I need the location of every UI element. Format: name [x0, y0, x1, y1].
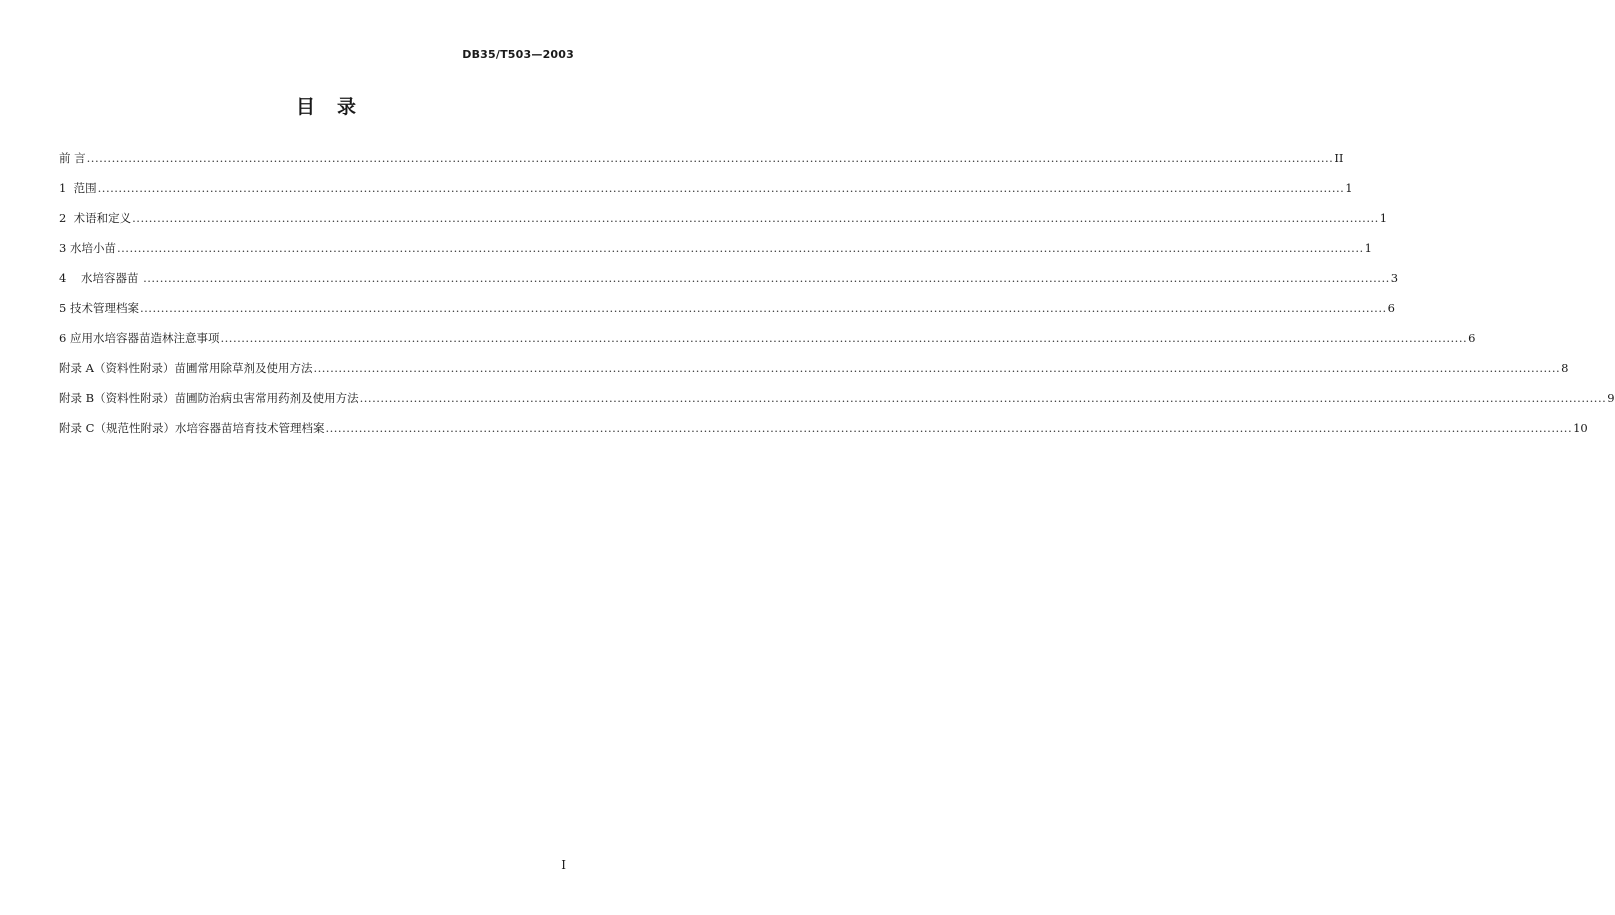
toc-entry-container-seedlings[interactable]	[59, 270, 1399, 300]
toc-entry-label: 6 应用水培容器苗造林注意事项	[59, 331, 220, 345]
leader-dots: ............................................................................................................................................................................................................................................................................................................	[359, 391, 1607, 405]
table-of-contents	[59, 150, 1615, 450]
toc-entry-afforestation-notes[interactable]	[59, 330, 1476, 360]
toc-entry-label: 1 范围	[59, 181, 97, 195]
toc-entry-label: 附录 A（资料性附录）苗圃常用除草剂及使用方法	[59, 361, 313, 375]
toc-entry-page: 8	[1561, 361, 1569, 375]
toc-entry-page: II	[1334, 151, 1344, 165]
toc-entry-hydroponic-seedlings[interactable]	[59, 240, 1372, 270]
toc-entry-label: 前 言	[59, 151, 86, 165]
toc-entry-label: 4 水培容器苗	[59, 271, 143, 285]
toc-entry-label: 附录 C（规范性附录）水培容器苗培育技术管理档案	[59, 421, 325, 435]
toc-entry-scope[interactable]	[59, 180, 1353, 210]
toc-entry-page: 10	[1573, 421, 1588, 435]
toc-entry-appendix-b[interactable]	[59, 390, 1615, 420]
leader-dots: ............................................................................................................................................................................................................................................................................................................	[313, 361, 1561, 375]
toc-entry-page: 9	[1607, 391, 1615, 405]
leader-dots: ............................................................................................................................................................................................................................................................................................................	[143, 271, 1390, 285]
toc-entry-appendix-a[interactable]	[59, 360, 1569, 390]
toc-entry-page: 3	[1390, 271, 1399, 285]
toc-entry-page: 6	[1468, 331, 1476, 345]
toc-entry-page: 1	[1345, 181, 1353, 195]
toc-entry-label: 2 术语和定义	[59, 211, 132, 225]
toc-entry-terms[interactable]	[59, 210, 1388, 240]
document-code: DB35/T503—2003	[462, 48, 574, 61]
page-number: I	[561, 858, 566, 872]
toc-entry-foreword[interactable]	[59, 150, 1344, 180]
leader-dots: ............................................................................................................................................................................................................................................................................................................	[116, 241, 1364, 255]
leader-dots: ............................................................................................................................................................................................................................................................................................................	[132, 211, 1379, 225]
leader-dots: ............................................................................................................................................................................................................................................................................................................	[220, 331, 1468, 345]
leader-dots: ............................................................................................................................................................................................................................................................................................................	[86, 151, 1334, 165]
toc-entry-page: 1	[1364, 241, 1372, 255]
toc-entry-technical-records[interactable]	[59, 300, 1395, 330]
toc-entry-label: 3 水培小苗	[59, 241, 116, 255]
leader-dots: ............................................................................................................................................................................................................................................................................................................	[139, 301, 1387, 315]
toc-entry-page: 1	[1379, 211, 1388, 225]
leader-dots: ............................................................................................................................................................................................................................................................................................................	[325, 421, 1573, 435]
toc-entry-appendix-c[interactable]	[59, 420, 1588, 450]
toc-entry-page: 6	[1387, 301, 1395, 315]
toc-entry-label: 附录 B（资料性附录）苗圃防治病虫害常用药剂及使用方法	[59, 391, 359, 405]
page-title: 目录	[295, 96, 378, 118]
toc-entry-label: 5 技术管理档案	[59, 301, 139, 315]
leader-dots: ............................................................................................................................................................................................................................................................................................................	[97, 181, 1345, 195]
